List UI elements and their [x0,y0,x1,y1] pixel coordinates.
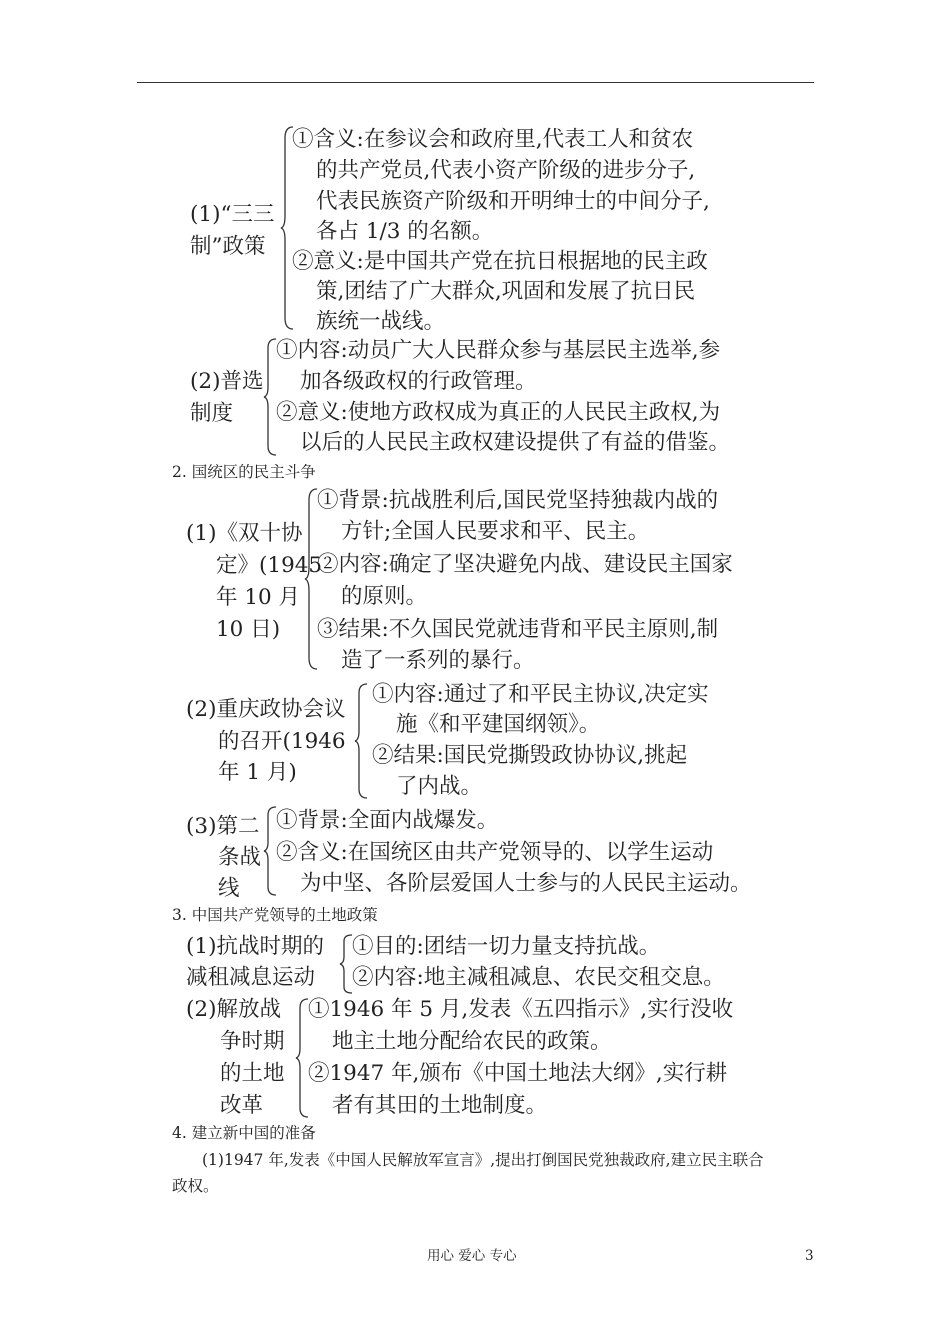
shuangshi-content-line2: 的原则。 [341,584,428,609]
san-san-meaning-line1: ①含义:在参议会和政府里,代表工人和贫农 [292,127,694,152]
second-front-meaning-line1: ②含义:在国统区由共产党领导的、以学生运动 [276,840,714,865]
shuangshi-result-line2: 造了一系列的暴行。 [341,648,535,673]
pcc-result-line2: 了内战。 [396,774,483,799]
san-san-meaning-line3: 代表民族资产阶级和开明绅士的中间分子, [316,189,710,214]
land-label-line3: 的土地 [220,1061,285,1086]
election-significance-line1: ②意义:使地方政权成为真正的人民民主政权,为 [276,400,721,425]
land-item1-line1: ①1946 年 5 月,发表《五四指示》,实行没收 [308,997,734,1022]
pcc-content-line1: ①内容:通过了和平民主协议,决定实 [372,682,709,707]
shuangshi-label-line4: 10 日) [216,617,281,642]
shuangshi-background-line2: 方针;全国人民要求和平、民主。 [341,519,650,544]
land-item1-line2: 地主土地分配给农民的政策。 [332,1029,612,1054]
land-label-line2: 争时期 [220,1029,285,1054]
section-4-paragraph-line1: (1)1947 年,发表《中国人民解放军宣言》,提出打倒国民党独裁政府,建立民主联合 [202,1151,764,1169]
san-san-significance-line1: ②意义:是中国共产党在抗日根据地的民主政 [292,249,708,274]
san-san-label-line1: (1)“三三 [190,202,275,227]
footer-motto: 用心 爱心 专心 [427,1248,517,1264]
shuangshi-label-line1: (1)《双十协 [186,521,303,546]
san-san-label-line2: 制”政策 [190,234,266,259]
pcc-result-line1: ②结果:国民党撕毁政协协议,挑起 [372,743,688,768]
pcc-content-line2: 施《和平建国纲领》。 [396,712,601,737]
election-label-line2: 制度 [190,401,234,426]
rent-label-line1: (1)抗战时期的 [186,934,324,959]
shuangshi-label-line3: 年 10 月 [216,585,301,610]
election-content-line2: 加各级政权的行政管理。 [300,369,537,394]
second-front-meaning-line2: 为中坚、各阶层爱国人士参与的人民民主运动。 [300,871,752,896]
section-2-heading: 2. 国统区的民主斗争 [172,463,316,481]
brace [281,126,295,330]
shuangshi-background-line1: ①背景:抗战胜利后,国民党坚持独裁内战的 [317,488,719,513]
election-content-line1: ①内容:动员广大人民群众参与基层民主选举,参 [276,338,721,363]
san-san-meaning-line2: 的共产党员,代表小资产阶级的进步分子, [316,158,696,183]
land-label-line4: 改革 [220,1093,264,1118]
second-front-label-line3: 线 [218,876,240,901]
rent-purpose: ①目的:团结一切力量支持抗战。 [352,934,661,959]
land-item2-line1: ②1947 年,颁布《中国土地法大纲》,实行耕 [308,1061,728,1086]
land-label-line1: (2)解放战 [186,997,281,1022]
election-significance-line2: 以后的人民民主政权建设提供了有益的借鉴。 [300,430,731,455]
shuangshi-content-line1: ②内容:确定了坚决避免内战、建设民主国家 [317,552,733,577]
shuangshi-label-line2: 定》(1945 [216,553,323,578]
brace [355,683,369,799]
brace [305,488,319,670]
pcc-label-line2: 的召开(1946 [218,729,346,754]
pcc-label-line3: 年 1 月) [218,760,297,785]
shuangshi-result-line1: ③结果:不久国民党就违背和平民主原则,制 [317,617,719,642]
second-front-label-line1: (3)第二 [186,814,260,839]
election-label-line1: (2)普选 [190,369,264,394]
second-front-background: ①背景:全面内战爆发。 [276,808,499,833]
header-rule [137,82,814,83]
san-san-meaning-line4: 各占 1/3 的名额。 [316,219,494,244]
land-item2-line2: 者有其田的土地制度。 [332,1093,548,1118]
second-front-label-line2: 条战 [218,845,262,870]
pcc-label-line1: (2)重庆政协会议 [186,697,346,722]
section-4-heading: 4. 建立新中国的准备 [172,1124,316,1142]
page-number: 3 [805,1248,814,1264]
section-4-paragraph-line2: 政权。 [172,1177,219,1195]
san-san-significance-line2: 策,团结了广大群众,巩固和发展了抗日民 [316,279,696,304]
section-3-heading: 3. 中国共产党领导的土地政策 [172,906,378,924]
rent-content: ②内容:地主减租减息、农民交租交息。 [352,965,725,990]
san-san-significance-line3: 族统一战线。 [316,309,446,334]
rent-label-line2: 减租减息运动 [186,965,316,990]
